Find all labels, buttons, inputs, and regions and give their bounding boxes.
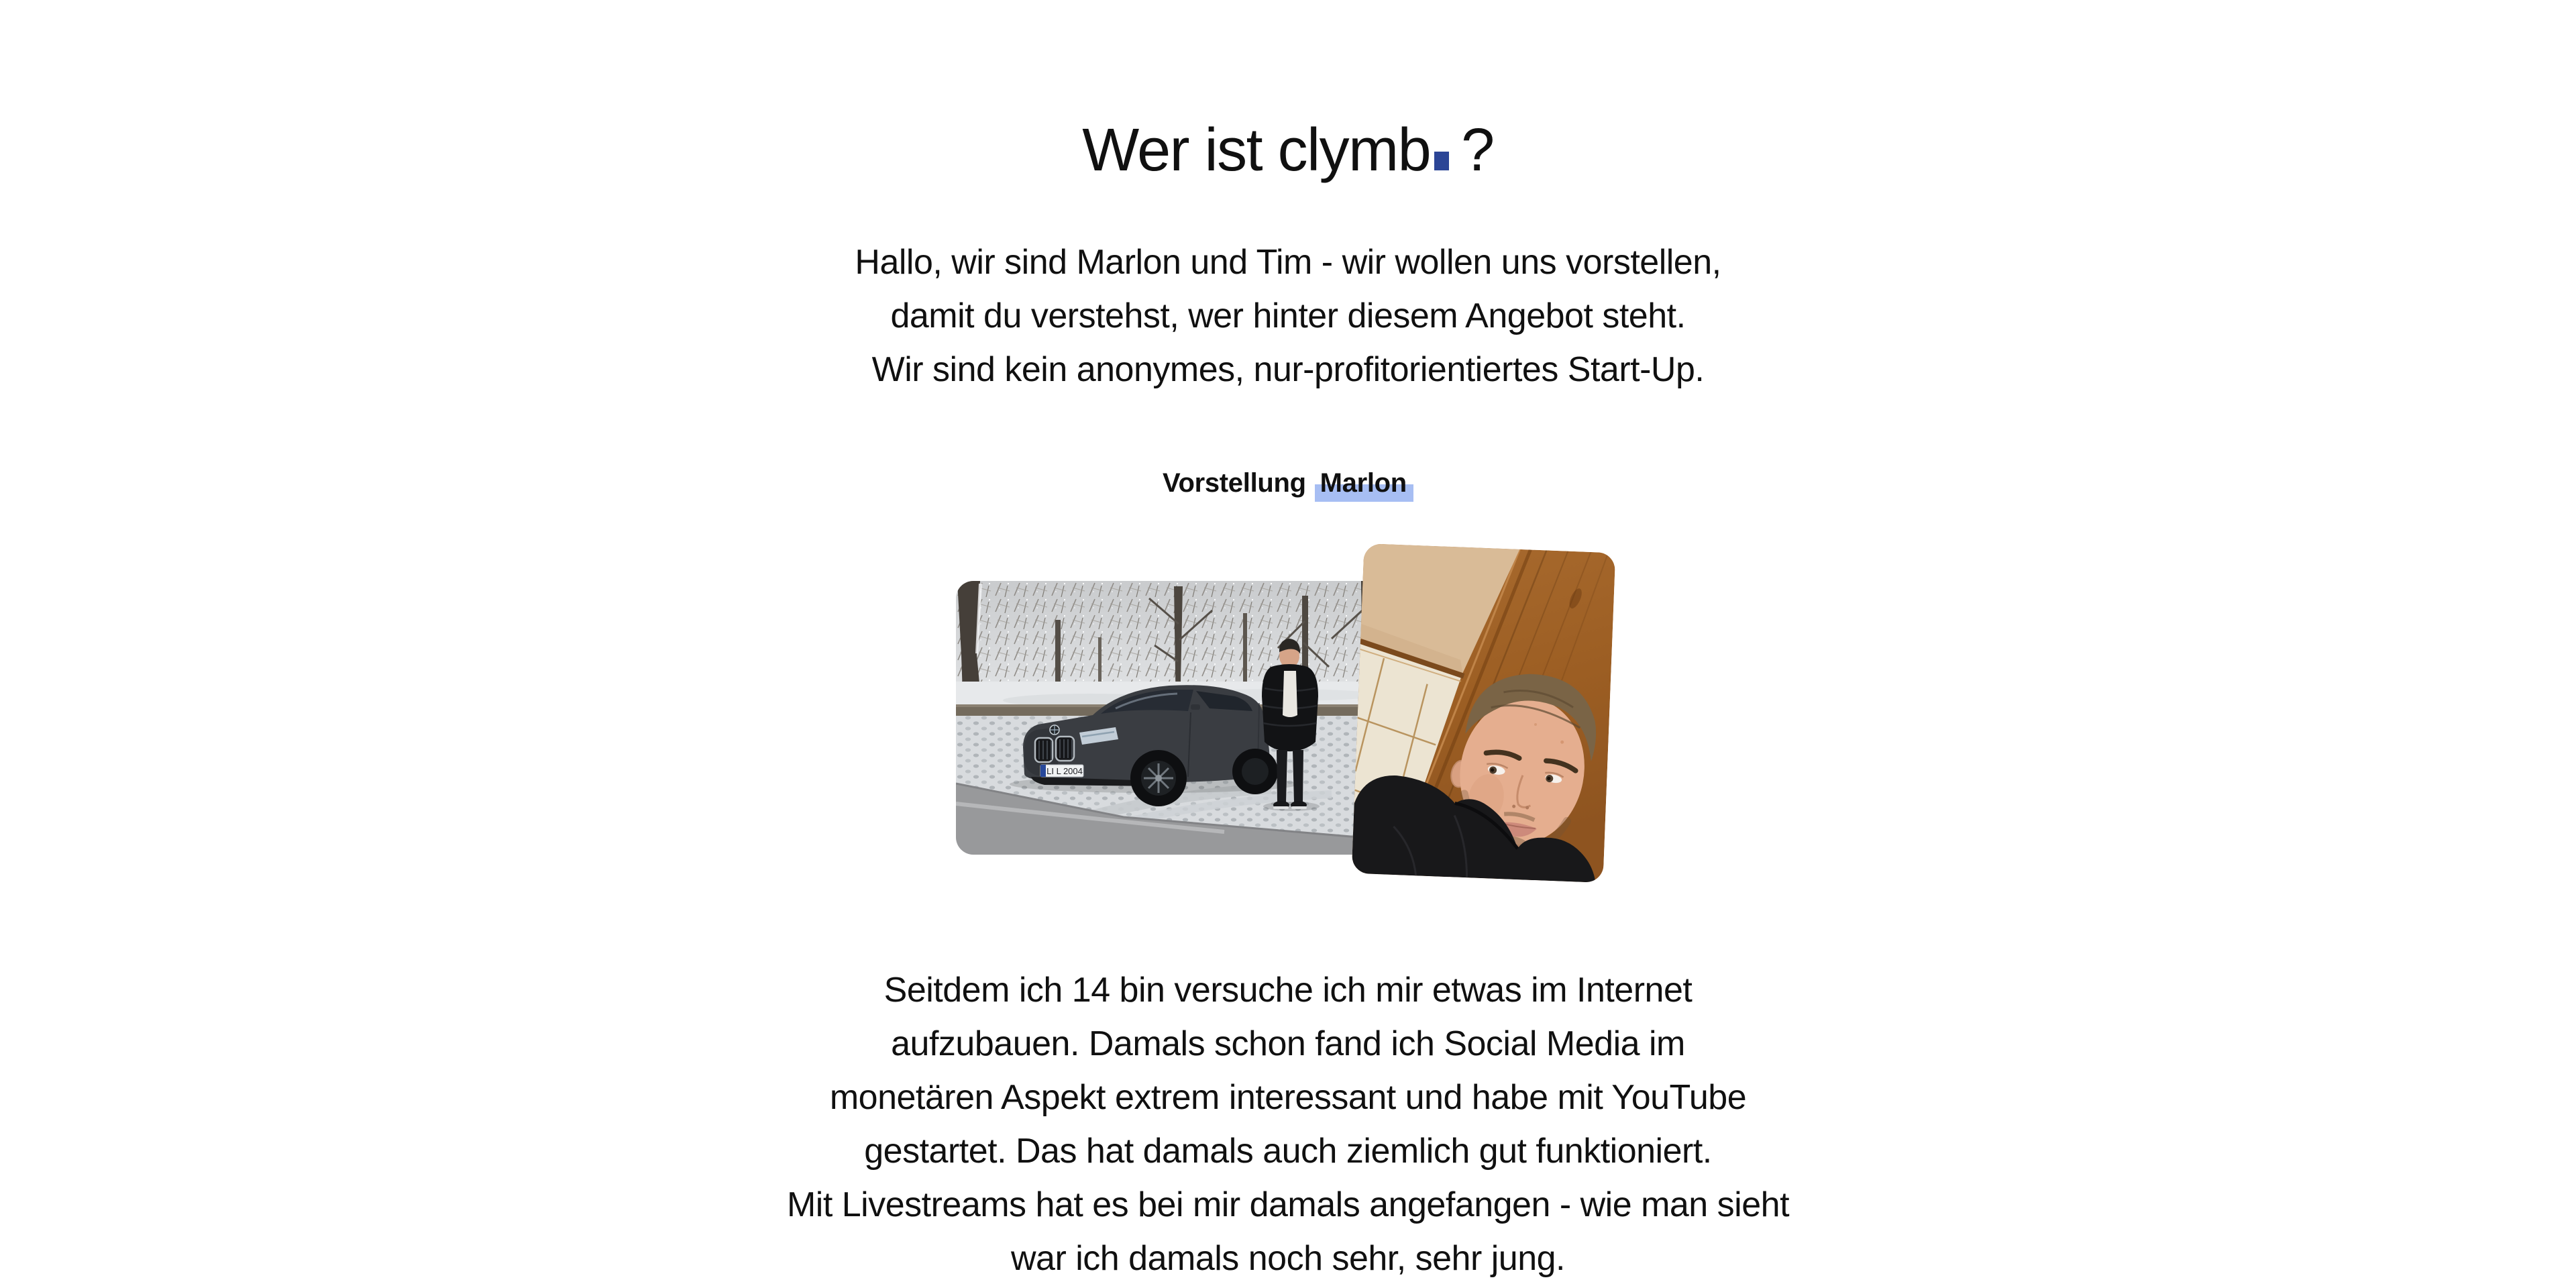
- photo-marlon-with-bmw: [956, 581, 1405, 855]
- brand-dot: [1434, 152, 1449, 170]
- snow-bmw-photo-graphic: [956, 581, 1405, 855]
- intro-paragraph: Hallo, wir sind Marlon und Tim - wir wollen uns vorstellen, damit du verstehst, wer hinter diesem Angebot steht. Wir sind kein anonymes, nur-profitorientiertes Start-Up.: [855, 243, 1721, 389]
- photo-collage: [955, 542, 1624, 888]
- photo-marlon-selfie: [1352, 543, 1616, 883]
- section-name-highlighted: Marlon: [1315, 468, 1413, 502]
- bio-paragraph: Seitdem ich 14 bin versuche ich mir etwas im Internet aufzubauen. Damals schon fand ich Social Media im monetären Aspekt extrem interessant und habe mit YouTube gestartet. Das hat damals auch ziemlich gut funktioniert. Mit Livestreams hat es bei mir damals angefangen - wie man sieht war ich damals noch sehr, sehr jung.: [786, 971, 1790, 1278]
- page-title: [0, 117, 2576, 184]
- license-plate-text: LI L 2004: [1046, 766, 1083, 776]
- section-heading: [0, 467, 2576, 499]
- title-suffix: ?: [1461, 117, 1494, 184]
- selfie-photo-graphic: [1352, 543, 1616, 883]
- title-text: Wer ist clymb: [1082, 117, 1431, 184]
- section-label: Vorstellung: [1163, 468, 1306, 498]
